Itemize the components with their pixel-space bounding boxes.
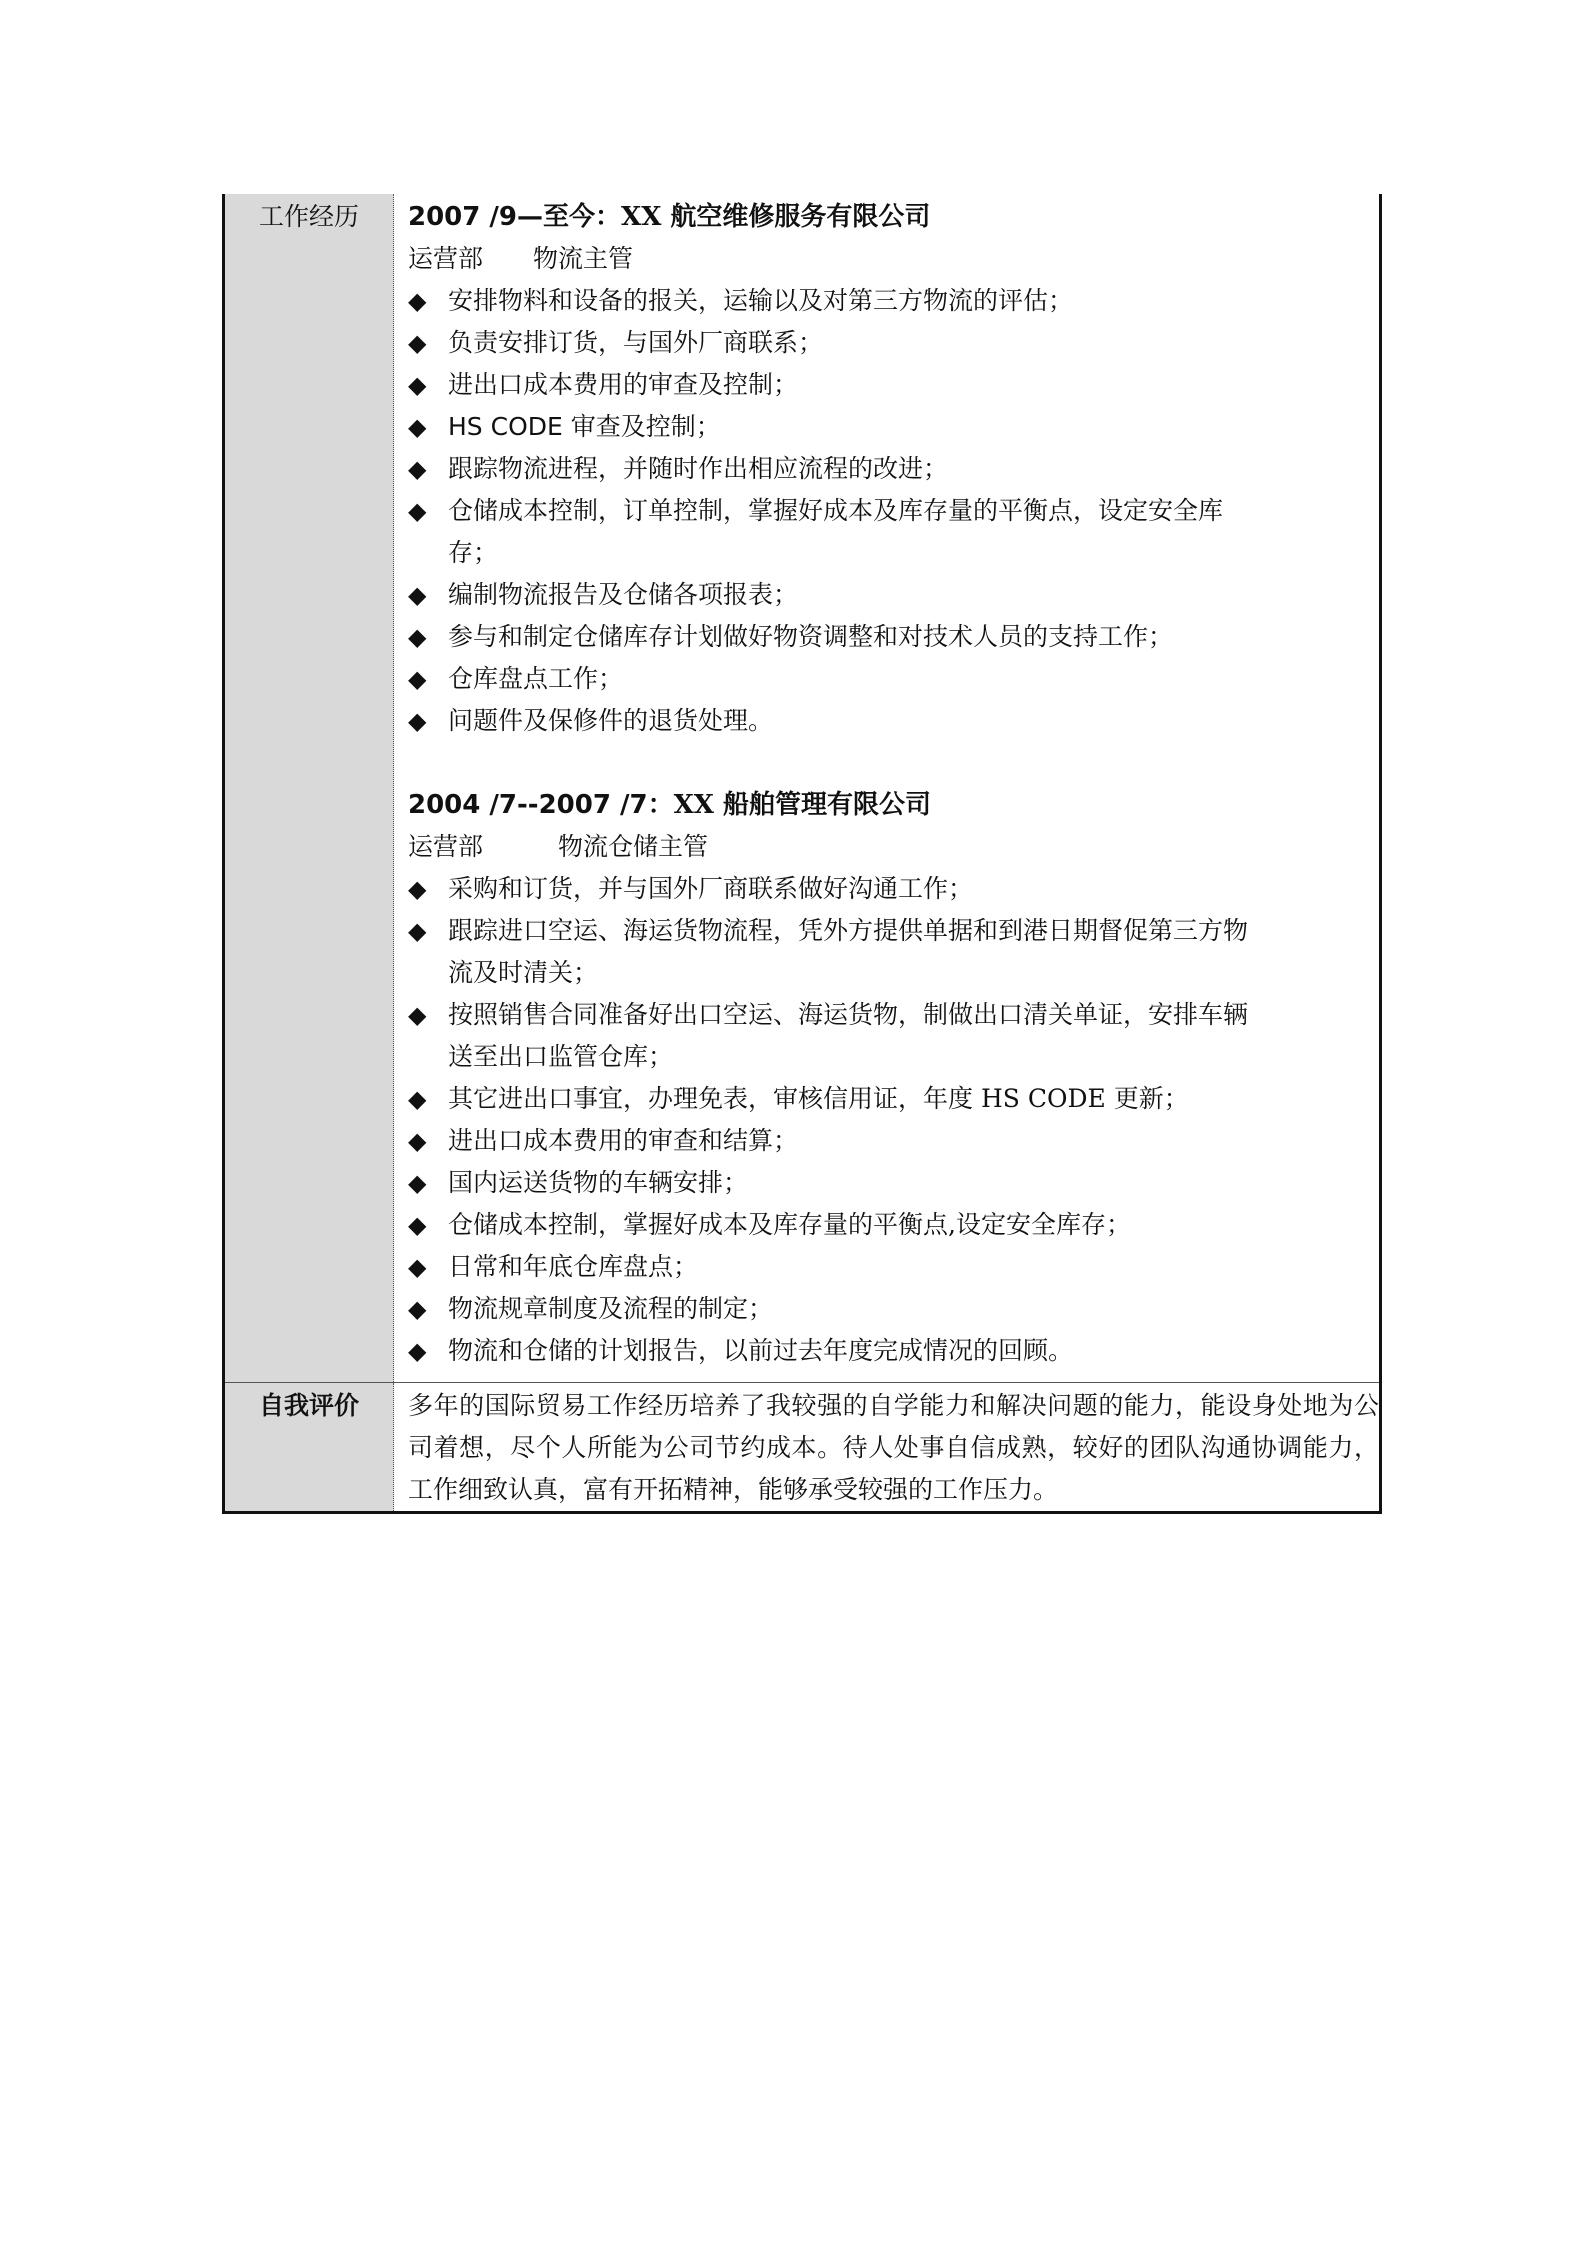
job-1 <box>408 196 1379 742</box>
diamond-bullet-icon: ◆ <box>408 581 427 609</box>
list-item: ◆ 物流和仓储的计划报告，以前过去年度完成情况的回顾。 <box>408 1330 1268 1372</box>
job-1-period-suffix: 至今： <box>543 202 622 232</box>
list-item: ◆ 进出口成本费用的审查及控制； <box>408 364 1268 406</box>
job-1-title <box>408 196 1379 238</box>
job-spacer <box>408 742 1379 784</box>
diamond-bullet-icon: ◆ <box>408 1169 427 1197</box>
diamond-bullet-icon: ◆ <box>408 497 427 525</box>
diamond-bullet-icon: ◆ <box>408 665 427 693</box>
job-2-duty-list <box>408 868 1268 1372</box>
diamond-bullet-icon: ◆ <box>408 707 427 735</box>
diamond-bullet-icon: ◆ <box>408 329 427 357</box>
diamond-bullet-icon: ◆ <box>408 875 427 903</box>
diamond-bullet-icon: ◆ <box>408 1085 427 1113</box>
self-evaluation-content <box>394 1383 1381 1513</box>
job-2 <box>408 784 1379 1372</box>
job-2-title <box>408 784 1379 826</box>
resume-table <box>222 194 1382 1514</box>
list-item: ◆ 仓储成本控制，订单控制，掌握好成本及库存量的平衡点，设定安全库存； <box>408 490 1268 574</box>
job-1-period: 2007 /9— <box>408 202 544 232</box>
list-item: ◆ 日常和年底仓库盘点； <box>408 1246 1268 1288</box>
diamond-bullet-icon: ◆ <box>408 1127 427 1155</box>
list-item: ◆ 仓库盘点工作； <box>408 658 1268 700</box>
work-experience-row <box>224 194 1381 1383</box>
job-2-period: 2004 /7--2007 /7： <box>408 790 674 820</box>
job-2-department: 运营部 物流仓储主管 <box>408 832 709 861</box>
list-item: ◆ 仓储成本控制，掌握好成本及库存量的平衡点,设定安全库存； <box>408 1204 1268 1246</box>
diamond-bullet-icon: ◆ <box>408 1337 427 1365</box>
work-experience-content <box>394 194 1381 1383</box>
work-experience-label <box>224 194 394 1383</box>
list-item: ◆ 按照销售合同准备好出口空运、海运货物，制做出口清关单证，安排车辆送至出口监管仓库； <box>408 994 1268 1078</box>
list-item: ◆ 问题件及保修件的退货处理。 <box>408 700 1268 742</box>
list-item: ◆ 安排物料和设备的报关，运输以及对第三方物流的评估； <box>408 280 1268 322</box>
diamond-bullet-icon: ◆ <box>408 1001 427 1029</box>
diamond-bullet-icon: ◆ <box>408 917 427 945</box>
list-item: ◆ 编制物流报告及仓储各项报表； <box>408 574 1268 616</box>
list-item: ◆ 进出口成本费用的审查和结算； <box>408 1120 1268 1162</box>
job-2-company: XX 船舶管理有限公司 <box>673 790 931 820</box>
diamond-bullet-icon: ◆ <box>408 371 427 399</box>
self-evaluation-label-text: 自我评价 <box>258 1391 359 1420</box>
diamond-bullet-icon: ◆ <box>408 1211 427 1239</box>
list-item: ◆ 参与和制定仓储库存计划做好物资调整和对技术人员的支持工作； <box>408 616 1268 658</box>
job-1-duty-list <box>408 280 1268 742</box>
self-evaluation-label <box>224 1383 394 1513</box>
job-1-company: XX 航空维修服务有限公司 <box>621 202 931 232</box>
diamond-bullet-icon: ◆ <box>408 413 427 441</box>
list-item: ◆ 国内运送货物的车辆安排； <box>408 1162 1268 1204</box>
list-item: ◆ HS CODE 审查及控制； <box>408 406 1268 448</box>
self-evaluation-row <box>224 1383 1381 1513</box>
diamond-bullet-icon: ◆ <box>408 623 427 651</box>
list-item: ◆ 采购和订货，并与国外厂商联系做好沟通工作； <box>408 868 1268 910</box>
list-item: ◆ 跟踪进口空运、海运货物流程，凭外方提供单据和到港日期督促第三方物流及时清关； <box>408 910 1268 994</box>
diamond-bullet-icon: ◆ <box>408 1295 427 1323</box>
diamond-bullet-icon: ◆ <box>408 455 427 483</box>
self-evaluation-text: 多年的国际贸易工作经历培养了我较强的自学能力和解决问题的能力，能设身处地为公司着想，尽个人所能为公司节约成本。待人处事自信成熟，较好的团队沟通协调能力，工作细致认真，富有开拓精神，能够承受较强的工作压力。 <box>408 1391 1379 1504</box>
list-item: ◆ 跟踪物流进程，并随时作出相应流程的改进； <box>408 448 1268 490</box>
work-experience-label-text: 工作经历 <box>258 202 359 231</box>
diamond-bullet-icon: ◆ <box>408 1253 427 1281</box>
list-item: ◆ 物流规章制度及流程的制定； <box>408 1288 1268 1330</box>
job-1-department: 运营部 物流主管 <box>408 244 634 273</box>
list-item: ◆ 其它进出口事宜，办理免表，审核信用证，年度 HS CODE 更新； <box>408 1078 1268 1120</box>
diamond-bullet-icon: ◆ <box>408 287 427 315</box>
list-item: ◆ 负责安排订货，与国外厂商联系； <box>408 322 1268 364</box>
